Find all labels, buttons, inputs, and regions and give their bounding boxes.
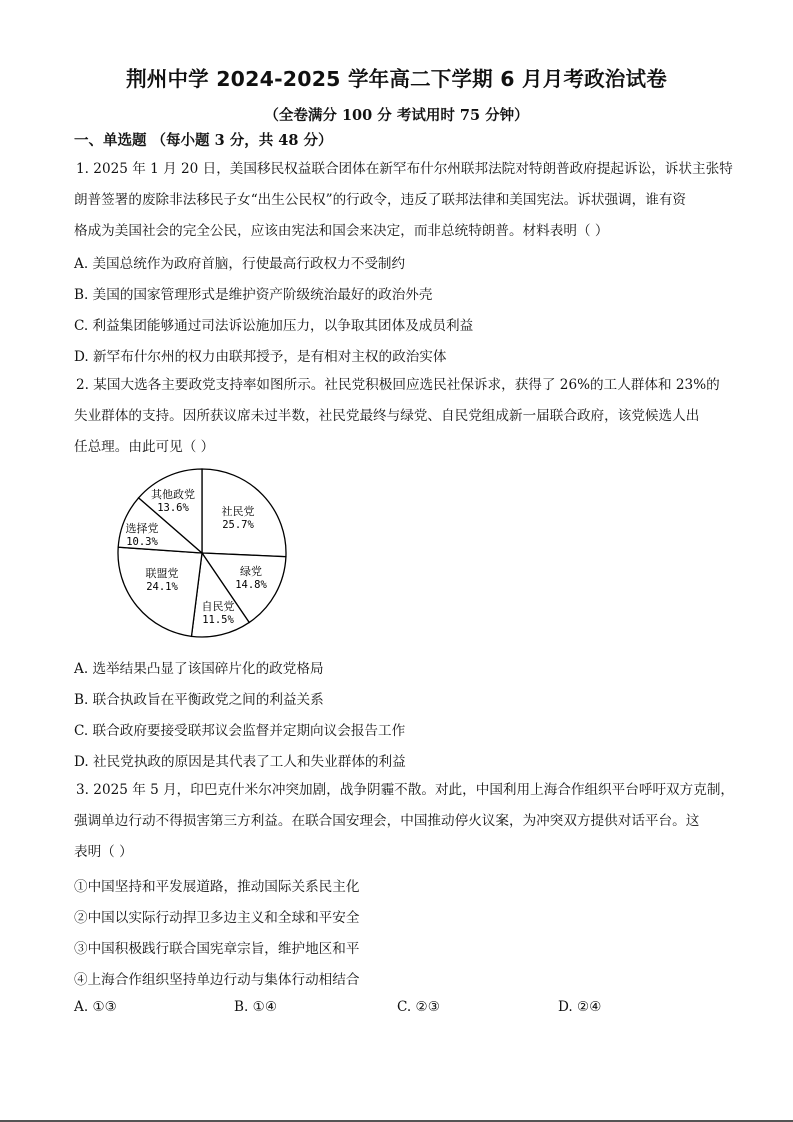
q1-line-2: 朗普签署的废除非法移民子女“出生公民权”的行政令，违反了联邦法律和美国宪法。诉状强调，谁有资 xyxy=(74,192,687,208)
q1-option-a: A. 美国总统作为政府首脑，行使最高行政权力不受制约 xyxy=(74,256,406,272)
q2-line-3: 任总理。由此可见（ ） xyxy=(74,439,215,455)
q1-line-1: 1. 2025 年 1 月 20 日，美国移民权益联合团体在新罕布什尔州联邦法院对特朗普政府提起诉讼，诉状主张特 xyxy=(76,161,733,177)
q1-option-c: C. 利益集团能够通过司法诉讼施加压力，以争取其团体及成员利益 xyxy=(74,318,474,334)
pie-value-5: 13.6% xyxy=(157,502,189,514)
party-support-pie-chart xyxy=(105,465,305,645)
q2-option-c: C. 联合政府要接受联邦议会监督并定期向议会报告工作 xyxy=(74,723,406,739)
q3-line-1: 3. 2025 年 5 月，印巴克什米尔冲突加剧，战争阴霾不散。对此，中国利用上海合作组织平台呼吁双方克制， xyxy=(76,782,735,798)
q3-line-3: 表明（ ） xyxy=(74,844,133,860)
pie-value-4: 10.3% xyxy=(126,536,158,548)
q2-option-a: A. 选举结果凸显了该国碎片化的政党格局 xyxy=(74,661,324,677)
section-heading: 一、单选题 （每小题 3 分，共 48 分） xyxy=(74,132,333,149)
q2-option-b: B. 联合执政旨在平衡政党之间的利益关系 xyxy=(74,692,324,708)
q3-statement-1: ①中国坚持和平发展道路，推动国际关系民主化 xyxy=(74,879,360,895)
page-subtitle: （全卷满分 100 分 考试用时 75 分钟） xyxy=(264,107,529,124)
pie-value-0: 25.7% xyxy=(222,519,254,531)
pie-label-0: 社民党 xyxy=(221,505,255,518)
pie-label-1: 绿党 xyxy=(240,565,262,578)
q3-statement-4: ④上海合作组织坚持单边行动与集体行动相结合 xyxy=(74,972,360,988)
q2-option-d: D. 社民党执政的原因是其代表了工人和失业群体的利益 xyxy=(74,754,406,770)
q3-statement-3: ③中国积极践行联合国宪章宗旨，维护地区和平 xyxy=(74,941,360,957)
q1-option-b: B. 美国的国家管理形式是维护资产阶级统治最好的政治外壳 xyxy=(74,287,433,303)
q3-line-2: 强调单边行动不得损害第三方利益。在联合国安理会，中国推动停火议案，为冲突双方提供对话平台。这 xyxy=(74,813,700,829)
q3-option-c: C. ②③ xyxy=(397,999,440,1015)
pie-value-3: 24.1% xyxy=(146,581,178,593)
pie-label-3: 联盟党 xyxy=(145,567,179,580)
q3-option-a: A. ①③ xyxy=(74,999,117,1015)
q3-option-b: B. ①④ xyxy=(234,999,278,1015)
q3-statement-2: ②中国以实际行动捍卫多边主义和全球和平安全 xyxy=(74,910,360,926)
q2-line-1: 2. 某国大选各主要政党支持率如图所示。社民党积极回应选民社保诉求，获得了 26%的工人群体和 23%的 xyxy=(76,377,720,393)
page-title: 荆州中学 2024-2025 学年高二下学期 6 月月考政治试卷 xyxy=(126,67,667,91)
q2-line-2: 失业群体的支持。因所获议席未过半数，社民党最终与绿党、自民党组成新一届联合政府，该党候选人出 xyxy=(74,408,700,424)
q1-line-3: 格成为美国社会的完全公民，应该由宪法和国会来决定，而非总统特朗普。材料表明（ ） xyxy=(74,223,609,239)
pie-label-2: 自民党 xyxy=(201,600,235,613)
pie-value-1: 14.8% xyxy=(235,579,267,591)
q1-option-d: D. 新罕布什尔州的权力由联邦授予，是有相对主权的政治实体 xyxy=(74,349,447,365)
q3-option-d: D. ②④ xyxy=(558,999,602,1015)
pie-value-2: 11.5% xyxy=(202,614,234,626)
pie-label-4: 选择党 xyxy=(125,522,159,535)
pie-label-5: 其他政党 xyxy=(151,488,195,501)
